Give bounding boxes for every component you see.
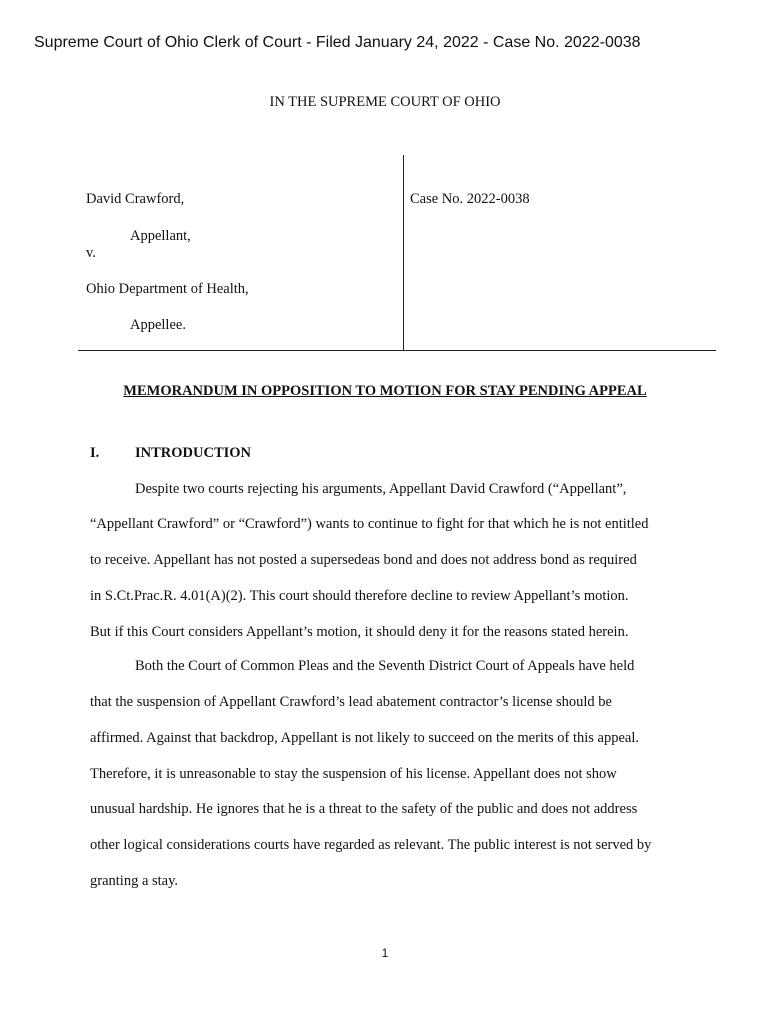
court-heading: IN THE SUPREME COURT OF OHIO [269, 94, 501, 110]
body-line: granting a stay. [90, 873, 179, 889]
body-line: that the suspension of Appellant Crawford’s lead abatement contractor’s license should be [90, 694, 612, 710]
appellee-name: Ohio Department of Health, [86, 281, 249, 297]
appellant-name: David Crawford, [86, 191, 185, 207]
filing-stamp: Supreme Court of Ohio Clerk of Court - Filed January 24, 2022 - Case No. 2022-0038 [34, 34, 641, 51]
body-line: unusual hardship. He ignores that he is a threat to the safety of the public and does not address [90, 801, 638, 817]
case-number: Case No. 2022-0038 [410, 191, 530, 207]
body-line: other logical considerations courts have regarded as relevant. The public interest is not served by [90, 837, 652, 853]
body-line: affirmed. Against that backdrop, Appellant is not likely to succeed on the merits of this appeal. [90, 730, 639, 746]
versus-label: v. [86, 245, 96, 261]
document-title: MEMORANDUM IN OPPOSITION TO MOTION FOR STAY PENDING APPEAL [123, 383, 647, 399]
appellant-role: Appellant, [130, 228, 191, 244]
body-line: “Appellant Crawford” or “Crawford”) wants to continue to fight for that which he is not entitled [90, 516, 649, 532]
body-line: Both the Court of Common Pleas and the Seventh District Court of Appeals have held [135, 658, 635, 674]
appellee-role: Appellee. [130, 317, 186, 333]
body-line: But if this Court considers Appellant’s motion, it should deny it for the reasons stated herein. [90, 624, 629, 640]
caption-divider-horizontal [78, 350, 716, 351]
page-number: 1 [381, 946, 389, 960]
body-line: Despite two courts rejecting his arguments, Appellant David Crawford (“Appellant”, [135, 481, 627, 497]
body-line: in S.Ct.Prac.R. 4.01(A)(2). This court should therefore decline to review Appellant’s motion. [90, 588, 629, 604]
section-title: INTRODUCTION [135, 445, 252, 461]
caption-divider-vertical [403, 155, 404, 351]
body-line: to receive. Appellant has not posted a supersedeas bond and does not address bond as required [90, 552, 637, 568]
body-line: Therefore, it is unreasonable to stay the suspension of his license. Appellant does not show [90, 766, 617, 782]
section-number: I. [90, 445, 100, 461]
